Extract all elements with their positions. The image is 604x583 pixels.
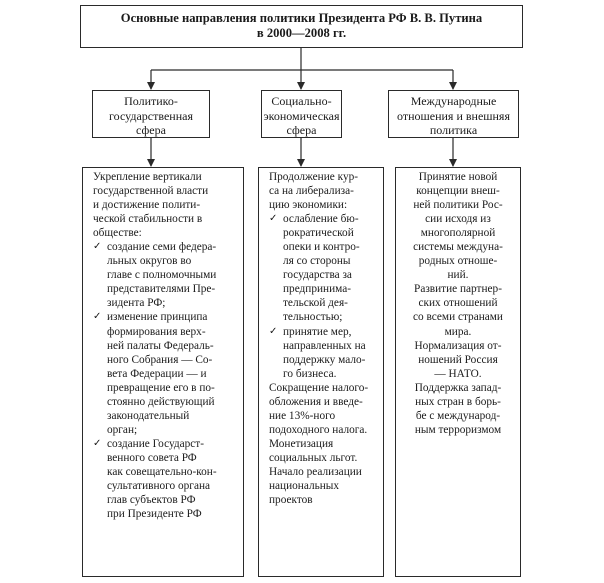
text-line: орган; (107, 423, 138, 436)
text-line: — НАТО. (434, 367, 482, 380)
diagram-title-box (80, 5, 523, 48)
text-line: родных отноше- (418, 255, 498, 268)
text-line: Продолжение кур- (269, 171, 359, 183)
heading-line: отношения и внешняя (397, 108, 510, 123)
text-line: ческой стабильности в (93, 213, 203, 226)
heading-line: политика (429, 123, 478, 137)
bullet-item-line: ✓ ослабление бю- (269, 212, 379, 226)
text-line: льных округов во (107, 255, 192, 268)
text-line: тельской дея- (283, 297, 348, 310)
text-line: са на либерализа- (269, 185, 354, 198)
text-line: сии исходя из (425, 213, 491, 226)
text-line: подоходного налога. (269, 423, 368, 436)
column-socioeconomic-sphere (258, 167, 384, 577)
text-line: превращение его в по- (107, 381, 215, 394)
text-line: ней политики Рос- (413, 199, 503, 212)
heading-line: Международные (410, 94, 497, 108)
text-line: ным терроризмом (414, 423, 502, 436)
text-line: Укрепление вертикали (93, 171, 202, 183)
text-line: законодательный (107, 409, 190, 422)
text-line: сультативного органа (107, 480, 211, 493)
text-line: ля со стороны (283, 255, 351, 268)
text-line: Развитие партнер- (414, 283, 502, 296)
text-line: Сокращение налого- (269, 381, 369, 394)
text-line: Нормализация от- (414, 339, 502, 352)
text-line: зидента РФ; (107, 297, 166, 310)
heading-foreign-policy (388, 90, 519, 138)
text-line: ного Собрания — Со- (107, 353, 213, 366)
diagram-title-line-2: в 2000—2008 гг. (256, 26, 347, 40)
bullet-item-line: ✓ принятие мер, (269, 325, 379, 339)
bullet-item-line: ✓ создание Государст- (93, 437, 239, 451)
heading-line: сфера (286, 123, 317, 137)
text-line: опеки и контро- (283, 241, 360, 254)
text-line: тельностью; (283, 311, 343, 324)
heading-socioeconomic-sphere (261, 90, 342, 138)
text-line: как совещательно-кон- (107, 465, 217, 478)
text-line: ний. (447, 269, 469, 282)
text-line: при Президенте РФ (107, 508, 202, 521)
text-line: Монетизация (269, 437, 334, 450)
text-line: формирования верх- (107, 325, 206, 338)
heading-political-sphere (92, 90, 210, 138)
text-line: национальных (269, 480, 340, 493)
text-line: обложения и введе- (269, 395, 363, 408)
bullet-item-line: ✓ создание семи федера- (93, 240, 239, 254)
text-line: венного совета РФ (107, 451, 197, 464)
text-line: стоянно действующий (107, 395, 215, 408)
heading-line: экономическая (263, 108, 340, 123)
column-political-sphere (82, 167, 244, 577)
text-line: бе с международ- (415, 409, 501, 422)
text-line: главе с полномочными (107, 269, 217, 282)
text-line: системы междуна- (413, 241, 503, 254)
text-line: ных стран в борь- (415, 395, 501, 408)
bullet-item-line: ✓ изменение принципа (93, 310, 239, 324)
diagram-title-line-1: Основные направления политики Президента РФ В. В. Путина (120, 11, 483, 25)
text-line: Начало реализации (269, 465, 362, 478)
text-line: и достижение полити- (93, 199, 201, 212)
text-line: направленных на (283, 339, 366, 352)
text-line: поддержку мало- (283, 353, 366, 366)
text-line: обществе: (93, 227, 142, 240)
text-line: вета Федерации — и (107, 367, 207, 380)
heading-line: Политико- (124, 94, 178, 108)
text-line: многополярной (420, 227, 496, 240)
text-line: представителями Пре- (107, 283, 216, 296)
text-line: Поддержка запад- (414, 381, 502, 394)
text-line: социальных льгот. (269, 451, 358, 464)
heading-line: государственная (109, 108, 193, 123)
text-line: го бизнеса. (283, 367, 337, 380)
text-line: предпринима- (283, 283, 351, 296)
text-line: ней палаты Федераль- (107, 339, 214, 352)
text-line: ских отношений (418, 297, 498, 310)
text-line: мира. (444, 325, 472, 338)
text-line: ношений Россия (418, 353, 498, 366)
text-line: государства за (283, 269, 352, 282)
heading-line: сфера (136, 123, 166, 137)
text-line: рократической (283, 227, 354, 240)
text-line: государственной власти (93, 185, 209, 198)
text-line: глав субъектов РФ (107, 494, 196, 507)
text-line: цию экономики: (269, 199, 348, 212)
text-line: ние 13%-ного (269, 409, 336, 422)
text-line: Принятие новой (418, 171, 498, 183)
heading-line: Социально- (271, 94, 332, 108)
column-foreign-policy (395, 167, 521, 577)
text-line: со всеми странами (413, 311, 503, 324)
text-line: концепции внеш- (416, 185, 500, 198)
text-line: проектов (269, 494, 313, 507)
